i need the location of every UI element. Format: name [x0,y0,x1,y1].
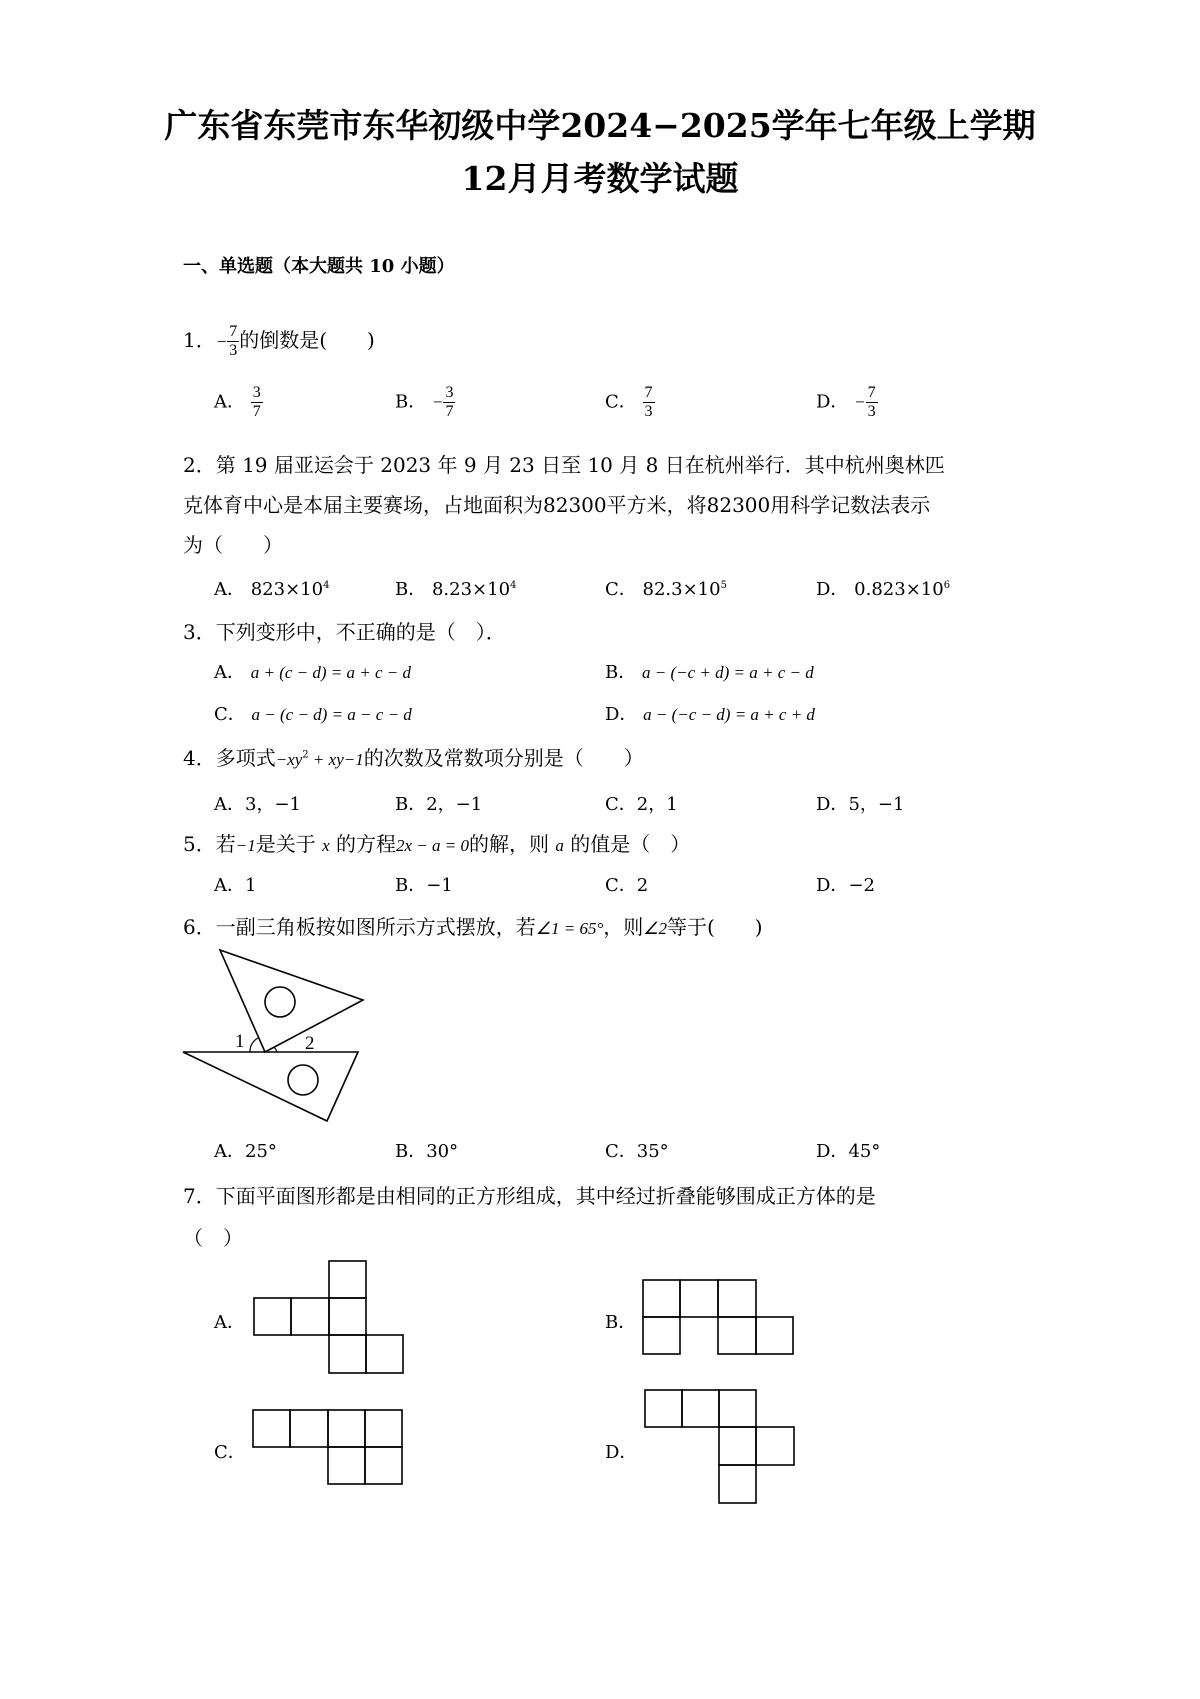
option-letter: A． [214,794,245,815]
option-expression: a + (c − d) = a + c − d [250,663,412,682]
q5-pre: 5．若 [183,832,236,856]
q7-net-c [251,1408,407,1490]
q1-option-b[interactable] [395,384,455,421]
q5-option-a[interactable] [214,871,256,897]
q5-option-c[interactable] [605,871,648,897]
frac-num: 7 [867,384,876,401]
net-square [328,1410,365,1447]
q7-net-a [252,1259,408,1381]
option-letter: C． [605,875,637,896]
option-sign: − [431,392,444,412]
option-letter: B． [395,391,427,413]
option-exponent: 5 [720,580,727,591]
option-text: 5，−1 [848,794,905,815]
q2-line2: 克体育中心是本届主要赛场，占地面积为82300平方米，将82300用科学记数法表示 [183,493,931,517]
q3-option-a[interactable] [214,658,411,684]
q6-mid: ，则 [603,915,644,939]
q2-option-b[interactable] [395,575,516,601]
q1-stem [183,323,375,360]
net-square [719,1390,756,1427]
net-square [329,1298,366,1335]
q3-stem: 3．下列变形中，不正确的是（ ）． [183,620,506,644]
net-square [719,1427,756,1465]
option-letter: D． [816,1141,849,1162]
q5-x: x [322,836,330,855]
q7-option-d[interactable]: D． [605,1442,638,1463]
q2-line3: 为（ ） [183,533,283,557]
q1-frac-den: 3 [229,342,238,359]
net-square [291,1298,329,1335]
net-square [643,1280,680,1317]
net-square [290,1410,328,1447]
q3-option-b[interactable] [605,658,814,684]
q5-a: a [555,836,564,855]
option-text: 3，−1 [245,794,301,815]
q5-mid3: 的解，则 [468,832,549,856]
net-square [328,1447,365,1484]
exam-title-line2: 12月月考数学试题 [461,159,739,198]
frac-num: 3 [445,384,454,401]
option-fraction [443,384,455,421]
net-square [366,1335,403,1373]
q5-option-b[interactable] [395,871,453,897]
option-fraction [643,384,655,421]
option-letter: B． [395,794,427,815]
q5-stem [183,828,690,857]
net-square [643,1317,680,1354]
option-letter: D． [816,391,849,413]
q6-option-d[interactable] [816,1137,880,1163]
q1-option-a[interactable] [214,384,263,421]
net-square [718,1317,756,1354]
option-expression: a − (−c + d) = a + c − d [641,663,814,682]
q6-option-b[interactable] [395,1137,458,1163]
option-expression: a − (c − d) = a − c − d [251,705,412,724]
q7-line2: （ ） [183,1226,243,1250]
q1-number: 1． [183,328,216,352]
section-heading: 一、单选题（本大题共 10 小题） [183,256,455,277]
q6-angle1: ∠1 = 65° [535,919,604,938]
option-text: 2 [636,875,649,896]
lower-set-square [183,1052,358,1121]
option-mantissa: 0.823×10 [854,579,944,600]
option-text: 25° [245,1141,277,1162]
option-letter: A． [214,391,245,413]
option-letter: A． [214,579,245,600]
option-letter: A． [214,875,245,896]
q4-expr-exp: 2 [302,749,309,761]
net-square [365,1447,402,1484]
q3-option-d[interactable] [605,700,815,726]
option-mantissa: 82.3×10 [642,579,721,600]
q4-pre: 4．多项式 [183,746,276,770]
option-letter: D． [605,704,638,725]
net-square [329,1261,366,1298]
q5-post: 的值是（ ） [570,832,691,856]
q1-frac-num: 7 [229,323,238,340]
option-text: −1 [426,875,453,896]
option-letter: D． [816,579,849,600]
option-letter: B． [395,1141,427,1162]
option-mantissa: 8.23×10 [431,579,511,600]
q5-option-d[interactable] [816,871,875,897]
frac-num: 3 [252,384,261,401]
option-letter: A． [214,662,245,683]
q4-option-b[interactable] [395,790,482,816]
q4-expr-b: + xy−1 [308,750,364,769]
q6-pre: 6．一副三角板按如图所示方式摆放，若 [183,915,536,939]
option-text: 30° [426,1141,459,1162]
q5-equation: 2x − a = 0 [395,836,469,855]
option-fraction [251,384,263,421]
q2-option-a[interactable] [214,575,329,601]
option-text: −2 [848,875,875,896]
net-square [682,1390,719,1427]
q1-sign: − [215,332,228,351]
net-square [756,1317,793,1354]
net-square [365,1410,402,1447]
q3-option-c[interactable] [214,700,412,726]
exam-title-line1: 广东省东莞市东华初级中学2024−2025学年七年级上学期 [164,106,1036,145]
option-text: 2，1 [636,794,678,815]
net-square [253,1410,290,1447]
q1-option-d[interactable] [816,384,878,421]
option-letter: B． [395,579,427,600]
option-exponent: 6 [943,580,951,591]
lower-hole [288,1065,318,1095]
frac-den: 7 [445,403,454,420]
q4-option-d[interactable] [816,790,904,816]
q2-option-c[interactable] [605,575,727,601]
net-square [680,1280,718,1317]
net-square [329,1335,366,1373]
q4-option-c[interactable] [605,790,678,816]
q7-option-c[interactable]: C． [214,1442,246,1463]
option-letter: A． [214,1141,245,1162]
q7-net-b [641,1278,799,1360]
q2-option-d[interactable] [816,575,950,601]
net-square [719,1465,756,1503]
frac-num: 7 [644,384,653,401]
net-square [756,1427,794,1465]
option-letter: C． [605,391,637,413]
option-sign: − [854,392,866,412]
net-square [254,1298,291,1335]
option-letter: C． [214,704,246,725]
option-letter: C． [605,794,637,815]
q6-option-a[interactable] [214,1137,277,1163]
option-mantissa: 823×10 [250,579,324,600]
q6-angle2: ∠2 [643,919,667,938]
option-text: 2，−1 [426,794,483,815]
option-text: 1 [245,875,257,896]
q1-fraction [227,323,239,360]
triangle-rulers-figure [180,945,380,1125]
q6-post: 等于( ) [667,915,763,939]
option-letter: B． [395,875,427,896]
q5-neg1: −1 [235,836,256,855]
angle1-arc [250,1038,258,1052]
q7-option-b[interactable]: B． [605,1312,637,1333]
q7-option-a[interactable]: A． [214,1312,245,1333]
q6-stem [183,911,763,940]
option-letter: D． [816,875,849,896]
upper-hole [265,987,295,1017]
q7-line1: 7．下面平面图形都是由相同的正方形组成，其中经过折叠能够围成正方体的是 [183,1184,876,1208]
frac-den: 7 [252,403,261,420]
q4-stem [183,742,644,771]
frac-den: 3 [867,403,876,420]
q5-mid2: 的方程 [335,832,396,856]
q4-expr-a: −xy [275,750,303,769]
q2-line1: 2．第 19 届亚运会于 2023 年 9 月 23 日至 10 月 8 日在杭州举行．其中杭州奥林匹 [183,453,945,477]
option-text: 35° [636,1141,669,1162]
net-square [645,1390,682,1427]
option-exponent: 4 [323,580,330,591]
q1-text: 的倒数是( ) [239,328,375,352]
option-expression: a − (−c − d) = a + c + d [643,705,815,724]
net-square [718,1280,756,1317]
option-text: 45° [848,1141,881,1162]
option-letter: C． [605,579,637,600]
q4-post: 的次数及常数项分别是（ ） [363,746,644,770]
q7-net-d [643,1388,799,1508]
option-letter: B． [605,662,637,683]
angle1-label: 1 [235,1031,245,1052]
option-letter: D． [816,794,849,815]
q4-option-a[interactable] [214,790,301,816]
option-exponent: 4 [510,580,517,591]
q1-option-c[interactable] [605,384,655,421]
frac-den: 3 [644,403,653,420]
option-fraction [866,384,878,421]
q5-mid1: 是关于 [255,832,316,856]
angle2-label: 2 [305,1033,315,1054]
q6-option-c[interactable] [605,1137,669,1163]
option-letter: C． [605,1141,637,1162]
